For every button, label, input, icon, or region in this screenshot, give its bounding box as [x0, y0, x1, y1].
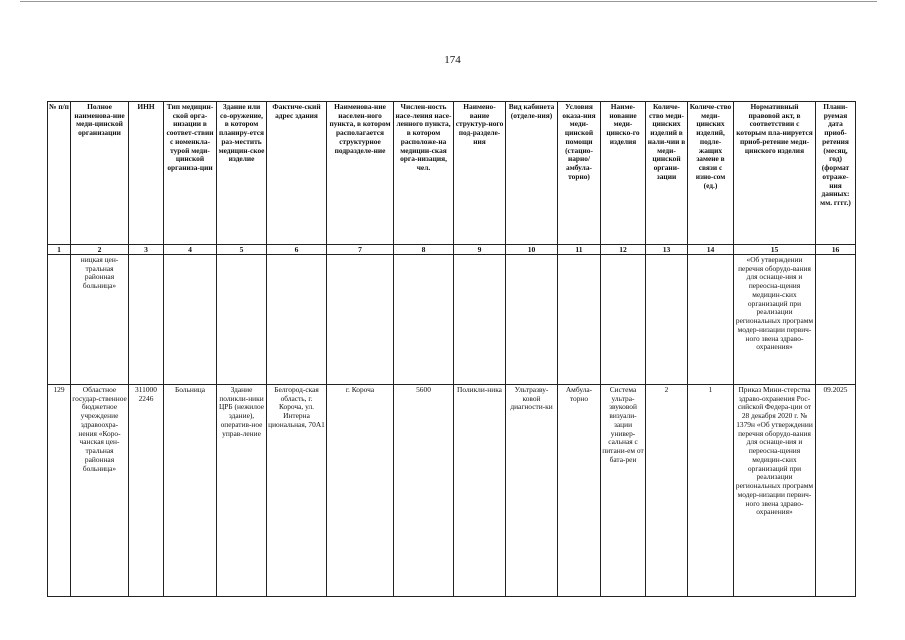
- header-cell: Плани-руемая дата приоб-ретения (месяц, год) (формат отраже-ния данных: мм. гггг.): [816, 102, 856, 245]
- column-number: 3: [129, 245, 164, 255]
- column-number: 10: [506, 245, 558, 255]
- header-cell: Фактиче-ский адрес здания: [267, 102, 327, 245]
- cell-device: [601, 255, 646, 385]
- header-cell: № п/п: [48, 102, 71, 245]
- table-row: [48, 255, 856, 385]
- header-cell: Количе-ство меди-цинских изделий, подле-жащих замене в связи с изно-сом (ед.): [688, 102, 734, 245]
- cell-subdivision: Поликли-ника: [454, 385, 506, 597]
- header-cell: Количе-ство меди-цинских изделий в нали-чии в меди-цинской органи-зации: [646, 102, 688, 245]
- header-cell: Числен-ность насе-ления насе-ленного пункта, в котором расположе-на медицин-ская орга-низация, чел.: [394, 102, 454, 245]
- top-rule: [20, 1, 877, 2]
- cell-count-available: [646, 255, 688, 385]
- cell-address: [267, 255, 327, 385]
- cell-legal-act: Приказ Мини-стерства здраво-охранения Рос-сийской Федера-ции от 28 декабря 2020 г. № 1379н «Об утверждении перечня оборудо-вания для оснаще-ния и переосна-щения медицин-ских организаций при реализации региональных программ модер-низации первич-ного звена здраво-охранения»: [734, 385, 816, 597]
- column-number: 8: [394, 245, 454, 255]
- cell-name: Областное государ-ственное бюджетное учреждение здравоохра-нения «Коро-чанская цен-тральная районная больница»: [71, 385, 129, 597]
- header-cell: Полное наименова-ние меди-цинской организации: [71, 102, 129, 245]
- header-cell: Наиме-нование меди-цинско-го изделия: [601, 102, 646, 245]
- cell-population: 5600: [394, 385, 454, 597]
- column-number: 16: [816, 245, 856, 255]
- cell-conditions: [558, 255, 601, 385]
- header-cell: Тип медицин-ской орга-низации в соответ-ствии с номенкла-турой меди-цинской организа-ции: [164, 102, 217, 245]
- cell-cabinet: [506, 255, 558, 385]
- cell-conditions: Амбула-торно: [558, 385, 601, 597]
- column-number: 6: [267, 245, 327, 255]
- cell-cabinet: Ультразву-ковой диагности-ки: [506, 385, 558, 597]
- cell-address: Белгород-ская область, г. Короча, ул. Интерна циональная, 70А1: [267, 385, 327, 597]
- cell-number: [48, 255, 71, 385]
- column-number: 1: [48, 245, 71, 255]
- column-number: 5: [217, 245, 267, 255]
- cell-settlement: [327, 255, 394, 385]
- header-cell: ИНН: [129, 102, 164, 245]
- header-cell: Вид кабинета (отделе-ния): [506, 102, 558, 245]
- cell-inn: 311000 2246: [129, 385, 164, 597]
- header-cell: Наименова-ние населен-ного пункта, в котором располагается структурное подразделе-ние: [327, 102, 394, 245]
- cell-name: ницкая цен-тральная районная больница»: [71, 255, 129, 385]
- cell-settlement: г. Короча: [327, 385, 394, 597]
- column-number: 14: [688, 245, 734, 255]
- column-number: 7: [327, 245, 394, 255]
- cell-number: 129: [48, 385, 71, 597]
- cell-count-replace: 1: [688, 385, 734, 597]
- column-number-row: [48, 245, 856, 255]
- cell-inn: [129, 255, 164, 385]
- cell-type: Больница: [164, 385, 217, 597]
- cell-date: [816, 255, 856, 385]
- column-number: 13: [646, 245, 688, 255]
- cell-subdivision: [454, 255, 506, 385]
- header-cell: Нормативный правовой акт, в соответствии с которым пла-нируется приоб-ретение меди-цинского изделия: [734, 102, 816, 245]
- cell-building: Здание поликли-ники ЦРБ (нежилое здание), оператив-ное управ-ление: [217, 385, 267, 597]
- cell-building: [217, 255, 267, 385]
- header-cell: Условия оказа-ния меди-цинской помощи (стацио-нарно/ амбула-торно): [558, 102, 601, 245]
- column-number: 9: [454, 245, 506, 255]
- cell-count-replace: [688, 255, 734, 385]
- column-number: 4: [164, 245, 217, 255]
- cell-legal-act: «Об утверждении перечня оборудо-вания для оснаще-ния и переосна-щения медицин-ских организаций при реализации региональных программ модер-низации первич-ного звена здраво-охранения»: [734, 255, 816, 385]
- column-number: 2: [71, 245, 129, 255]
- cell-population: [394, 255, 454, 385]
- table-row: [48, 385, 856, 597]
- header-row: [48, 102, 856, 245]
- header-cell: Наимено-вание структур-ного под-разделе-ния: [454, 102, 506, 245]
- cell-date: 09.2025: [816, 385, 856, 597]
- cell-count-available: 2: [646, 385, 688, 597]
- cell-type: [164, 255, 217, 385]
- header-cell: Здание или со-оружение, в котором планиру-ется раз-местить медицин-ское изделие: [217, 102, 267, 245]
- column-number: 15: [734, 245, 816, 255]
- page-number: 174: [444, 54, 461, 66]
- column-number: 11: [558, 245, 601, 255]
- column-number: 12: [601, 245, 646, 255]
- medical-equipment-table: [47, 101, 856, 597]
- cell-device: Система ультра-звуковой визуали-зации универ-сальная с питани-ем от бата-реи: [601, 385, 646, 597]
